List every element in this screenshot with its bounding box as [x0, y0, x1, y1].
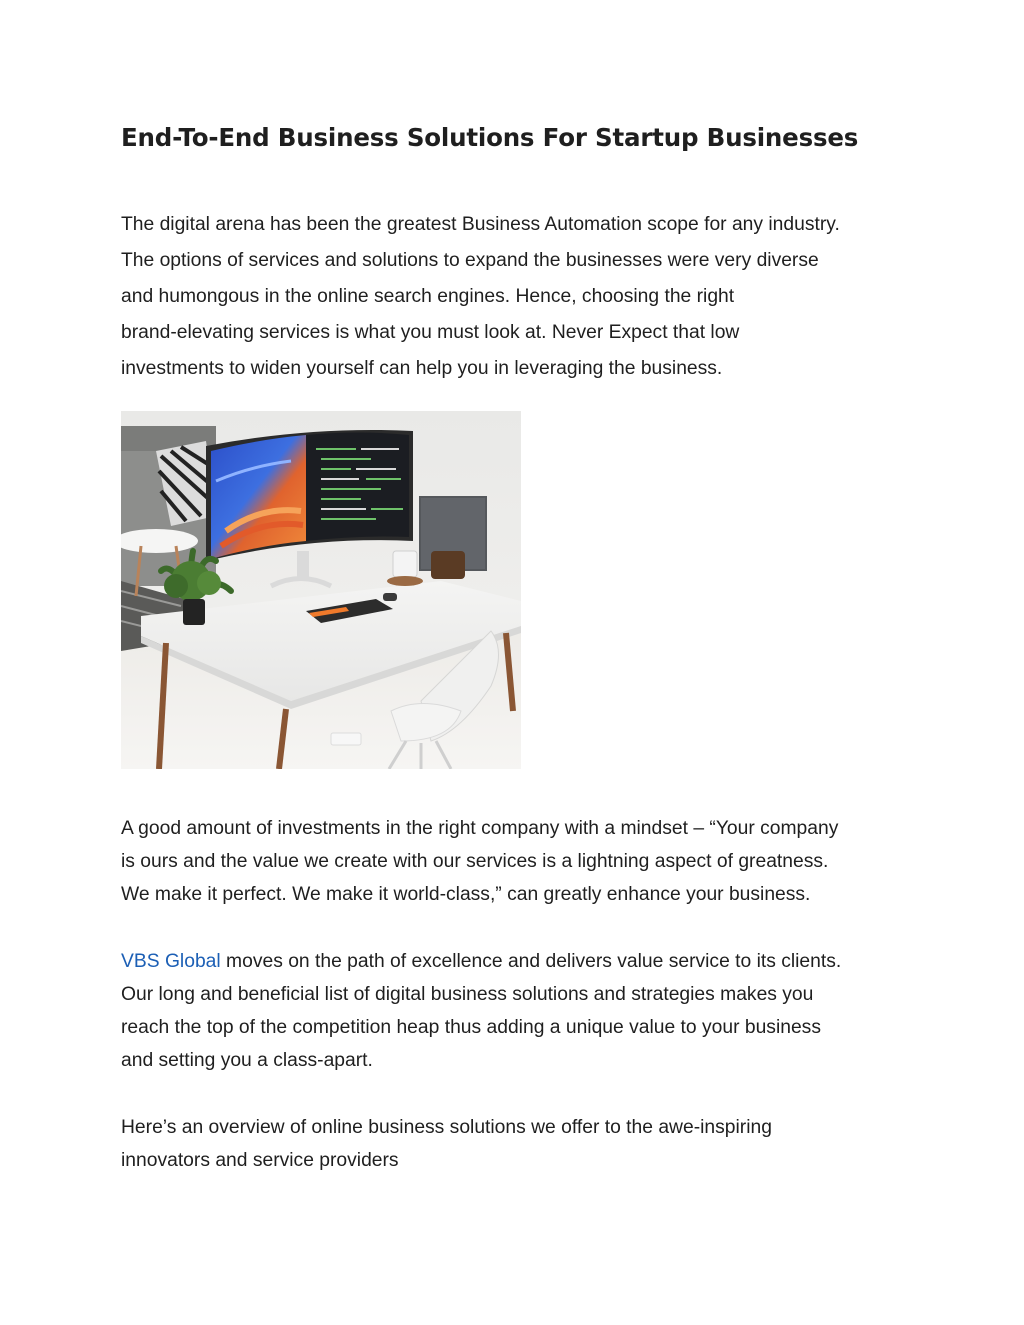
vbs-first-line-text: moves on the path of excellence and delivers value service to its clients. [220, 951, 842, 972]
overview-paragraph [121, 1111, 911, 1177]
mindset-line: is ours and the value we create with our services is a lightning aspect of greatness. [121, 851, 829, 872]
intro-line: brand-elevating services is what you must look at. Never Expect that low [121, 322, 740, 343]
vbs-global-link[interactable]: VBS Global [121, 951, 221, 972]
overview-line: Here’s an overview of online business solutions we offer to the awe-inspiring [121, 1117, 772, 1138]
mindset-paragraph [121, 812, 911, 911]
vbs-line: Our long and beneficial list of digital business solutions and strategies makes you [121, 984, 814, 1005]
vbs-line: reach the top of the competition heap thus adding a unique value to your business [121, 1017, 821, 1038]
vbs-first-line [121, 945, 911, 978]
vbs-paragraph [121, 945, 911, 1077]
intro-line: The digital arena has been the greatest Business Automation scope for any industry. [121, 214, 840, 235]
vbs-line: and setting you a class-apart. [121, 1050, 373, 1071]
mindset-line: A good amount of investments in the right company with a mindset – “Your company [121, 818, 839, 839]
intro-line: investments to widen yourself can help you in leveraging the business. [121, 358, 723, 379]
intro-paragraph [121, 207, 911, 387]
intro-line: The options of services and solutions to expand the businesses were very diverse [121, 250, 819, 271]
desk-workspace-photo [121, 411, 521, 769]
page-title: End-To-End Business Solutions For Startup Businesses [121, 123, 859, 152]
intro-line: and humongous in the online search engines. Hence, choosing the right [121, 286, 735, 307]
overview-line: innovators and service providers [121, 1150, 399, 1171]
mindset-line: We make it perfect. We make it world-class,” can greatly enhance your business. [121, 884, 811, 905]
